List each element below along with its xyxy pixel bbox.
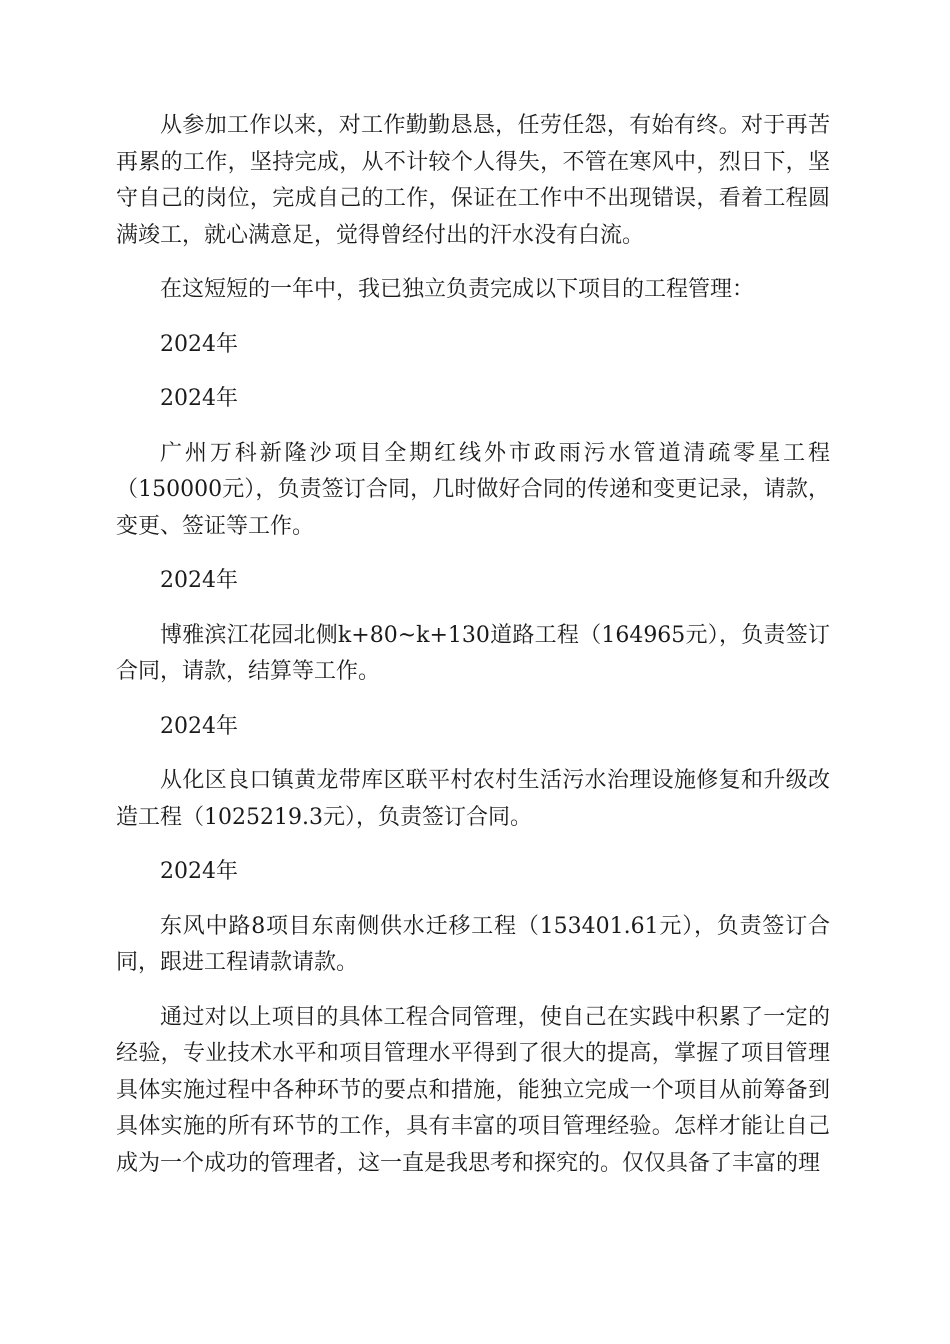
paragraph-experience-summary: 通过对以上项目的具体工程合同管理，使自己在实践中积累了一定的经验，专业技术水平和项目管理水平得到了很大的提高，掌握了项目管理具体实施过程中各种环节的要点和措施，能独立完成一个项目从前筹备到具体实施的所有环节的工作，具有丰富的项目管理经验。怎样才能让自己成为一个成功的管理者，这一直是我思考和探究的。仅仅具备了丰富的理 bbox=[116, 1004, 830, 1176]
paragraph-project-vanke: 广州万科新隆沙项目全期红线外市政雨污水管道清疏零星工程（150000元），负责签订合同，几时做好合同的传递和变更记录，请款，变更、签证等工作。 bbox=[116, 440, 830, 539]
paragraph-project-conghua: 从化区良口镇黄龙带库区联平村农村生活污水治理设施修复和升级改造工程（1025219.3元），负责签订合同。 bbox=[116, 768, 830, 830]
year-label: 2024年 bbox=[160, 331, 238, 357]
year-label: 2024年 bbox=[160, 713, 238, 739]
year-label: 2024年 bbox=[160, 568, 238, 593]
paragraph-projects-intro: 在这短短的一年中，我已独立负责完成以下项目的工程管理： bbox=[160, 277, 755, 302]
paragraph-project-dongfeng: 东风中路8项目东南侧供水迁移工程（153401.61元），负责签订合同，跟进工程请款请款。 bbox=[116, 913, 830, 975]
paragraph-work-attitude: 从参加工作以来，对工作勤勤恳恳，任劳任怨，有始有终。对于再苦再累的工作，坚持完成，从不计较个人得失，不管在寒风中，烈日下，坚守自己的岗位，完成自己的工作，保证在工作中不出现错误，看着工程圆满竣工，就心满意足，觉得曾经付出的汗水没有白流。 bbox=[116, 113, 830, 248]
year-label: 2024年 bbox=[160, 859, 238, 884]
paragraph-project-boya: 博雅滨江花园北侧k+80~k+130道路工程（164965元），负责签订合同，请款，结算等工作。 bbox=[116, 622, 830, 684]
year-label: 2024年 bbox=[160, 386, 238, 411]
document-body bbox=[116, 108, 830, 1200]
